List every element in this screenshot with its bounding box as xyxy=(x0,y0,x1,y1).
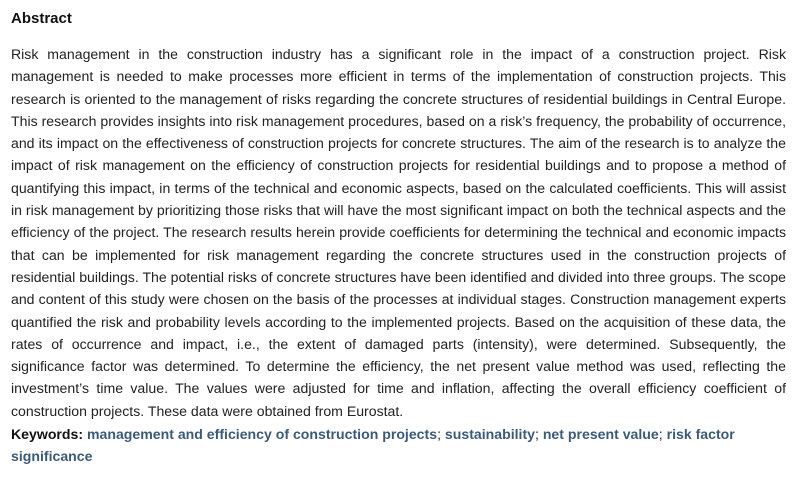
keyword-separator: ; xyxy=(437,426,441,443)
keywords-line xyxy=(11,423,786,467)
keyword-link-management-efficiency[interactable]: management and efficiency of construction projects xyxy=(86,426,438,443)
keyword-link-sustainability[interactable]: sustainability xyxy=(444,426,535,443)
keyword-link-net-present-value[interactable]: net present value xyxy=(542,426,659,443)
keyword-separator: ; xyxy=(534,426,539,443)
keyword-separator: ; xyxy=(658,426,663,443)
abstract-heading: Abstract xyxy=(11,10,72,27)
keyword-link-risk-factor-significance[interactable]: risk factor significance xyxy=(11,426,735,465)
keywords-label: Keywords: xyxy=(11,426,84,443)
abstract-body: Risk management in the construction industry has a significant role in the impact of a construction project. Risk management is needed to make processes more efficient in terms of the implementation of construction projects. This research is oriented to the management of risks regarding the concrete structures of residential buildings in Central Europe. This research provides insights into risk management procedures, based on a risk’s frequency, the probability of occurrence, and its impact on the effectiveness of construction projects for concrete structures. The aim of the research is to analyze the impact of risk management on the efficiency of construction projects for residential buildings and to propose a method of quantifying this impact, in terms of the technical and economic aspects, based on the calculated coefficients. This will assist in risk management by prioritizing those risks that will have the most significant impact on both the technical aspects and the efficiency of the project. The research results herein provide coefficients for determining the technical and economic impacts that can be implemented for risk management regarding the concrete structures used in the construction projects of residential buildings. The potential risks of concrete structures have been identified and divided into three groups. The scope and content of this study were chosen on the basis of the processes at individual stages. Construction management experts quantified the risk and probability levels according to the implemented projects. Based on the acquisition of these data, the rates of occurrence and impact, i.e., the extent of damaged parts (intensity), were determined. Subsequently, the significance factor was determined. To determine the efficiency, the net present value method was used, reflecting the investment’s time value. The values were adjusted for time and inflation, affecting the overall efficiency coefficient of construction projects. These data were obtained from Eurostat. xyxy=(11,46,786,419)
